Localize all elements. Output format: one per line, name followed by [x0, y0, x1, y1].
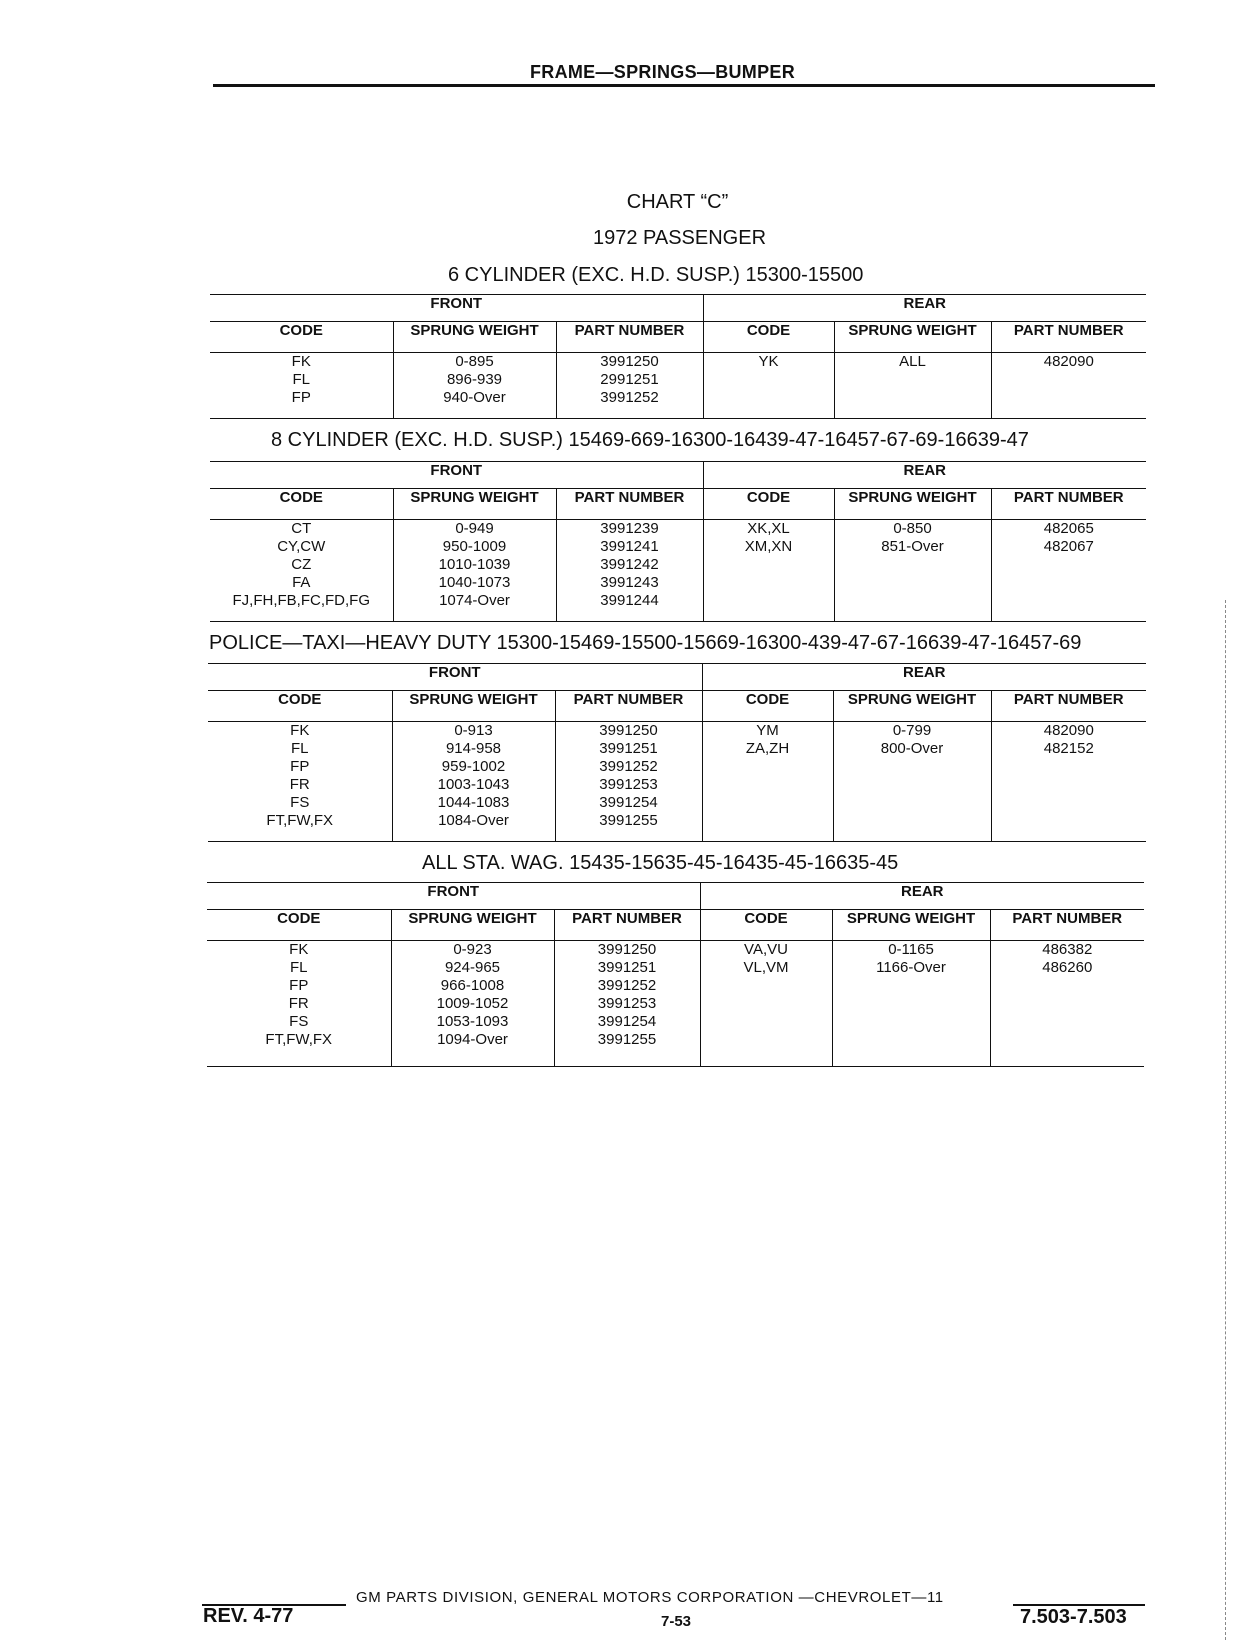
cell-line: 3991250 — [600, 353, 659, 370]
cell-line: FT,FW,FX — [266, 812, 334, 829]
cell-line: XM,XN — [744, 538, 793, 555]
col-part-number: PART NUMBER — [991, 322, 1146, 353]
front-part-cell — [554, 941, 700, 1067]
cell-line: 896-939 — [446, 371, 503, 388]
cell-line: FP — [291, 389, 311, 406]
cell-line: 950-1009 — [442, 538, 507, 555]
cell-line: FS — [290, 794, 310, 811]
col-sprung-weight: SPRUNG WEIGHT — [391, 910, 554, 941]
cell-line: 1074-Over — [439, 592, 510, 609]
section-title-police-taxi: POLICE—TAXI—HEAVY DUTY 15300-15469-15500-15669-16300-439-47-67-16639-47-16457-69 — [209, 632, 1082, 654]
cell-line: 3991239 — [600, 520, 659, 537]
cell-line: 966-1008 — [440, 977, 505, 994]
col-part-number: PART NUMBER — [990, 910, 1144, 941]
cell-line: FL — [289, 959, 308, 976]
rear-code-cell — [700, 941, 832, 1067]
col-sprung-weight: SPRUNG WEIGHT — [834, 489, 991, 520]
front-header: FRONT — [208, 664, 702, 691]
cell-line: 3991252 — [597, 977, 657, 994]
cell-line: 1166-Over — [876, 959, 946, 976]
chart-subtitle: 1972 PASSENGER — [592, 227, 767, 249]
page-edge-marks — [1225, 600, 1227, 1640]
cell-line: FR — [288, 995, 309, 1012]
cell-line: 3991244 — [600, 592, 659, 609]
cell-line: 1010-1039 — [438, 556, 511, 573]
rear-weight-cell — [834, 520, 991, 622]
col-sprung-weight: SPRUNG WEIGHT — [393, 489, 556, 520]
front-header: FRONT — [207, 883, 700, 910]
cell-line: 3991242 — [600, 556, 659, 573]
cell-line: 3991254 — [597, 1013, 657, 1030]
cell-line: FJ,FH,FB,FC,FD,FG — [232, 592, 370, 609]
cell-line: 1009-1052 — [436, 995, 509, 1012]
col-code: CODE — [210, 322, 393, 353]
cell-line: 0-1165 — [888, 941, 934, 958]
cell-line: 0-799 — [892, 722, 932, 739]
document-number: 7.503-7.503 — [1020, 1606, 1127, 1628]
cell-line: 3991251 — [599, 740, 658, 757]
cell-line: FK — [289, 941, 309, 958]
cell-line: 3991252 — [600, 389, 659, 406]
col-code: CODE — [700, 910, 832, 941]
front-code-cell — [208, 722, 392, 842]
section-title-6-cylinder: 6 CYLINDER (EXC. H.D. SUSP.) 15300-15500 — [448, 264, 864, 286]
col-code: CODE — [207, 910, 391, 941]
cell-line: FT,FW,FX — [265, 1031, 333, 1048]
cell-line: 3991250 — [599, 722, 658, 739]
cell-line: 1084-Over — [438, 812, 509, 829]
rear-part-cell — [990, 941, 1144, 1067]
spring-table-8-cylinder — [210, 461, 1146, 622]
cell-line: 482090 — [1043, 353, 1094, 370]
col-code: CODE — [702, 691, 833, 722]
front-header: FRONT — [210, 462, 703, 489]
cell-line: 924-965 — [444, 959, 501, 976]
cell-line: 3991255 — [597, 1031, 657, 1048]
cell-line: 0-850 — [893, 520, 932, 537]
cell-line: 3991254 — [599, 794, 658, 811]
cell-line: YK — [758, 353, 779, 370]
cell-line: 482090 — [1043, 722, 1094, 739]
cell-line: 3991255 — [599, 812, 658, 829]
rear-header: REAR — [702, 664, 1146, 691]
front-code-cell — [210, 353, 393, 419]
header-rule — [213, 84, 1155, 87]
cell-line: FL — [292, 371, 310, 388]
cell-line: 1044-1083 — [437, 794, 510, 811]
cell-line: 1003-1043 — [437, 776, 510, 793]
cell-line: CT — [291, 520, 312, 537]
cell-line: 0-913 — [454, 722, 493, 739]
col-part-number: PART NUMBER — [555, 691, 702, 722]
cell-line: FA — [292, 574, 311, 591]
cell-line: 3991252 — [599, 758, 658, 775]
cell-line: FK — [291, 353, 311, 370]
front-part-cell — [555, 722, 702, 842]
cell-line: 1094-Over — [437, 1031, 508, 1048]
col-sprung-weight: SPRUNG WEIGHT — [833, 691, 991, 722]
col-part-number: PART NUMBER — [991, 489, 1146, 520]
front-weight-cell — [391, 941, 554, 1067]
rear-code-cell — [703, 353, 834, 419]
cell-line: 800-Over — [880, 740, 944, 757]
col-part-number: PART NUMBER — [556, 322, 703, 353]
rear-weight-cell — [834, 353, 991, 419]
cell-line: 3991241 — [600, 538, 659, 555]
cell-line: 851-Over — [881, 538, 944, 555]
cell-line: 940-Over — [443, 389, 506, 406]
front-weight-cell — [393, 520, 556, 622]
cell-line: 0-895 — [455, 353, 494, 370]
cell-line: 3991253 — [599, 776, 658, 793]
cell-line: 486260 — [1042, 959, 1093, 976]
col-code: CODE — [208, 691, 392, 722]
cell-line: 2991251 — [600, 371, 659, 388]
cell-line: 482152 — [1043, 740, 1094, 757]
cell-line: 3991243 — [600, 574, 659, 591]
cell-line: 1040-1073 — [438, 574, 511, 591]
chart-title: CHART “C” — [626, 191, 729, 213]
cell-line: FK — [290, 722, 310, 739]
section-title-station-wagon: ALL STA. WAG. 15435-15635-45-16435-45-16635-45 — [422, 852, 899, 874]
cell-line: CZ — [291, 556, 312, 573]
footer-publisher: GM PARTS DIVISION, GENERAL MOTORS CORPORATION —CHEVROLET—11 — [356, 1589, 944, 1606]
col-part-number: PART NUMBER — [991, 691, 1146, 722]
cell-line: 482067 — [1043, 538, 1094, 555]
cell-line: YM — [756, 722, 779, 739]
rear-header: REAR — [700, 883, 1144, 910]
cell-line: 3991253 — [597, 995, 657, 1012]
cell-line: 1053-1093 — [436, 1013, 509, 1030]
col-part-number: PART NUMBER — [554, 910, 700, 941]
cell-line: 959-1002 — [441, 758, 506, 775]
front-code-cell — [207, 941, 391, 1067]
revision-label: REV. 4-77 — [203, 1605, 294, 1627]
rear-header: REAR — [703, 295, 1146, 322]
cell-line: XK,XL — [747, 520, 790, 537]
col-code: CODE — [703, 322, 834, 353]
col-code: CODE — [703, 489, 834, 520]
spring-table-police-taxi — [208, 663, 1146, 842]
cell-line: 3991251 — [597, 959, 657, 976]
cell-line: 486382 — [1042, 941, 1093, 958]
cell-line: FR — [289, 776, 310, 793]
col-part-number: PART NUMBER — [556, 489, 703, 520]
col-sprung-weight: SPRUNG WEIGHT — [834, 322, 991, 353]
rear-code-cell — [703, 520, 834, 622]
page-number: 7-53 — [661, 1613, 692, 1630]
cell-line: FP — [289, 977, 309, 994]
section-title-8-cylinder: 8 CYLINDER (EXC. H.D. SUSP.) 15469-669-16300-16439-47-16457-67-69-16639-47 — [271, 429, 1029, 451]
cell-line: 3991250 — [597, 941, 657, 958]
front-weight-cell — [392, 722, 555, 842]
cell-line: 482065 — [1043, 520, 1094, 537]
rear-weight-cell — [832, 941, 990, 1067]
cell-line: ZA,ZH — [745, 740, 790, 757]
front-part-cell — [556, 353, 703, 419]
cell-line: VL,VM — [743, 959, 789, 976]
cell-line: 0-949 — [455, 520, 494, 537]
col-sprung-weight: SPRUNG WEIGHT — [393, 322, 556, 353]
cell-line: CY,CW — [277, 538, 326, 555]
front-part-cell — [556, 520, 703, 622]
rear-header: REAR — [703, 462, 1146, 489]
page-header-title: FRAME—SPRINGS—BUMPER — [530, 62, 796, 82]
cell-line: FS — [289, 1013, 309, 1030]
cell-line: FL — [290, 740, 309, 757]
rear-part-cell — [991, 353, 1146, 419]
col-sprung-weight: SPRUNG WEIGHT — [832, 910, 990, 941]
col-code: CODE — [210, 489, 393, 520]
front-header: FRONT — [210, 295, 703, 322]
rear-code-cell — [702, 722, 833, 842]
rear-part-cell — [991, 722, 1146, 842]
rear-weight-cell — [833, 722, 991, 842]
spring-table-6-cylinder — [210, 294, 1146, 419]
col-sprung-weight: SPRUNG WEIGHT — [392, 691, 555, 722]
cell-line: 0-923 — [453, 941, 492, 958]
cell-line: FP — [290, 758, 310, 775]
rear-part-cell — [991, 520, 1146, 622]
cell-line: 914-958 — [445, 740, 502, 757]
front-weight-cell — [393, 353, 556, 419]
cell-line: ALL — [899, 353, 926, 370]
spring-table-station-wagon — [207, 882, 1144, 1067]
cell-line: VA,VU — [744, 941, 788, 958]
front-code-cell — [210, 520, 393, 622]
